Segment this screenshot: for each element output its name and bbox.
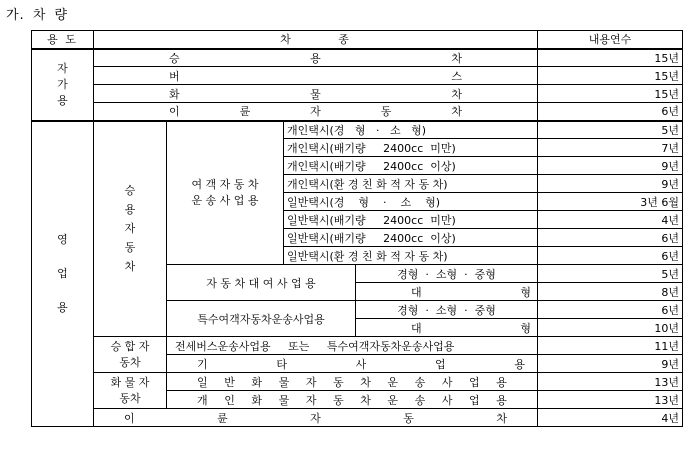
- table-row: [32, 121, 683, 139]
- years-cell: 11년: [538, 337, 683, 355]
- type-cell: 버 스: [94, 67, 538, 85]
- table-row: [32, 67, 683, 85]
- years-cell: 6년: [538, 301, 683, 319]
- type-cell: 이 륜 자 동 차: [94, 103, 538, 121]
- vehicle-lifespan-table: [31, 30, 683, 427]
- years-cell: 10년: [538, 319, 683, 337]
- years-cell: 4년: [538, 211, 683, 229]
- type-cell: 개인택시(경 형 · 소 형): [284, 121, 538, 139]
- table-row: [32, 337, 683, 355]
- type-cell: 일반택시(환 경 친 화 적 자 동 차): [284, 247, 538, 265]
- van-label: 승 합 자동차: [94, 337, 167, 373]
- type-cell: 일반택시(경 형 · 소 형): [284, 193, 538, 211]
- type-cell: 이 륜 자 동 차: [94, 409, 538, 427]
- type-cell: 개 인 화 물 자 동 차 운 송 사 업 용: [167, 391, 538, 409]
- table-row: [32, 373, 683, 391]
- type-cell: 전세버스운송사업용 또는 특수여객자동차운송사업용: [167, 337, 538, 355]
- type-cell: 화 물 차: [94, 85, 538, 103]
- type-cell: 개인택시(배기량 2400cc 미만): [284, 139, 538, 157]
- years-cell: 8년: [538, 283, 683, 301]
- years-cell: 6년: [538, 229, 683, 247]
- table-row: [32, 103, 683, 121]
- type-cell: 대 형: [356, 319, 538, 337]
- business-use-label: 영업용: [32, 121, 94, 427]
- years-cell: 15년: [538, 49, 683, 67]
- years-cell: 9년: [538, 355, 683, 373]
- years-cell: 6년: [538, 103, 683, 121]
- private-use-label: 자가용: [32, 49, 94, 121]
- years-cell: 7년: [538, 139, 683, 157]
- truck-label: 화 물 자동차: [94, 373, 167, 409]
- years-cell: 15년: [538, 67, 683, 85]
- type-cell: 일반택시(배기량 2400cc 이상): [284, 229, 538, 247]
- years-cell: 5년: [538, 265, 683, 283]
- special-business-label: 특수여객자동차운송사업용: [167, 301, 356, 337]
- header-row: [32, 31, 683, 49]
- years-cell: 4년: [538, 409, 683, 427]
- type-cell: 대 형: [356, 283, 538, 301]
- type-cell: 일 반 화 물 자 동 차 운 송 사 업 용: [167, 373, 538, 391]
- header-type: 차 종: [94, 31, 538, 49]
- passenger-transport-label: 여 객 자 동 차 운 송 사 업 용: [167, 121, 284, 265]
- type-cell: 기 타 사 업 용: [167, 355, 538, 373]
- years-cell: 15년: [538, 85, 683, 103]
- years-cell: 9년: [538, 175, 683, 193]
- header-use: 용 도: [32, 31, 94, 49]
- years-cell: 13년: [538, 373, 683, 391]
- type-cell: 개인택시(배기량 2400cc 이상): [284, 157, 538, 175]
- passenger-car-label: 승용자동차: [94, 121, 167, 337]
- type-cell: 경형 · 소형 · 중형: [356, 301, 538, 319]
- years-cell: 6년: [538, 247, 683, 265]
- section-heading: 가. 차 량: [6, 8, 69, 23]
- table-row: [32, 49, 683, 67]
- rental-business-label: 자 동 차 대 여 사 업 용: [167, 265, 356, 301]
- years-cell: 5년: [538, 121, 683, 139]
- type-cell: 경형 · 소형 · 중형: [356, 265, 538, 283]
- type-cell: 일반택시(배기량 2400cc 미만): [284, 211, 538, 229]
- table-row: [32, 85, 683, 103]
- years-cell: 3년 6월: [538, 193, 683, 211]
- years-cell: 9년: [538, 157, 683, 175]
- type-cell: 개인택시(환 경 친 화 적 자 동 차): [284, 175, 538, 193]
- years-cell: 13년: [538, 391, 683, 409]
- type-cell: 승 용 차: [94, 49, 538, 67]
- table-row: [32, 409, 683, 427]
- header-years: 내용연수: [538, 31, 683, 49]
